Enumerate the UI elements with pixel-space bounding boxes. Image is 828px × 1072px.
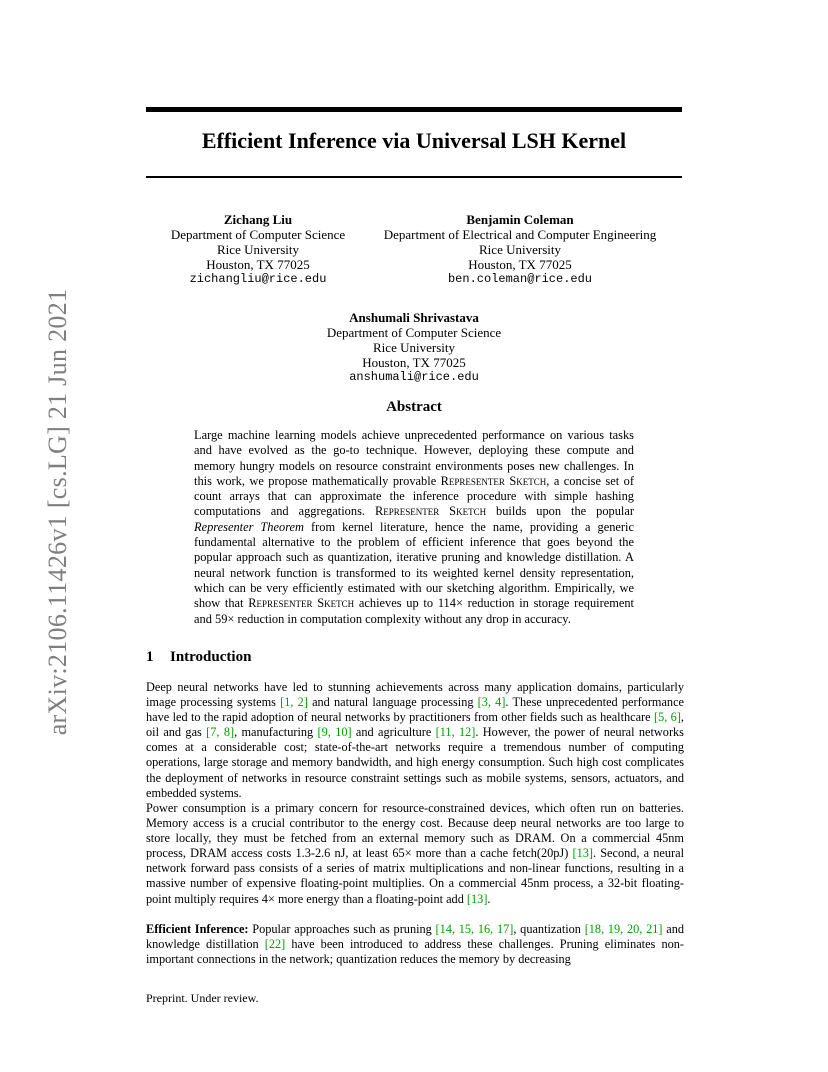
- author-email[interactable]: anshumali@rice.edu: [349, 370, 479, 384]
- citation-link[interactable]: [11, 12]: [435, 725, 476, 740]
- citation-link[interactable]: [14, 15, 16, 17]: [435, 922, 514, 936]
- paragraph-text-segment: . Second, a neural network forward pass consists of a series of matrix multiplications and non-linear functions, resulting in a massive number of expensive floating-point multiplies. On a commercial 45nm process, a 32-bit floating-point multiply requires: [146, 846, 684, 906]
- intro-paragraph-1: [146, 680, 684, 801]
- paragraph-text-segment: and agriculture: [351, 725, 436, 740]
- paragraph-text-segment: and knowledge distillation: [146, 922, 684, 952]
- footer-note: Preprint. Under review.: [146, 991, 259, 1005]
- author-name: Anshumali Shrivastava: [349, 310, 479, 325]
- author-city: Houston, TX 77025: [362, 355, 466, 370]
- paper-title: Efficient Inference via Universal LSH Kernel: [201, 128, 627, 153]
- theorem-name: Representer Theorem: [194, 519, 304, 534]
- citation-link[interactable]: [13]: [466, 891, 488, 906]
- author-institution: Rice University: [217, 242, 299, 257]
- math-value: 114×: [437, 596, 463, 611]
- paragraph-text-segment: have been introduced to address these challenges. Pruning eliminates non-important connections in the network; quantization reduces the memory by decreasing: [146, 937, 684, 967]
- method-name: Representer Sketch: [248, 596, 355, 611]
- abstract-text-segment: from kernel literature, hence the name, providing a generic fundamental alternative to the problem of efficient inference that goes beyond the popular approach such as quantization, iterative pruning and knowledge distillation. A neural network function is transformed to its weighted kernel density representation, which can be very efficiently estimated with our sketching algorithm. Empirically, we show that: [194, 519, 634, 611]
- paragraph-text-segment: , oil and gas: [146, 710, 684, 740]
- section-heading: [146, 649, 251, 666]
- paragraph-text-segment: . These unprecedented performance have led to the rapid adoption of neural networks by practitioners from other fields such as healthcare: [146, 695, 684, 725]
- abstract-text-segment: , a concise set of count arrays that can approximate the inference procedure with simple hashing computations and aggregations.: [194, 473, 634, 519]
- abstract-text-segment: reduction in computation complexity without any drop in accuracy.: [234, 611, 571, 626]
- citation-link[interactable]: [1, 2]: [280, 695, 308, 710]
- author-department: Department of Computer Science: [326, 325, 502, 340]
- author-city: Houston, TX 77025: [468, 257, 572, 272]
- paragraph-lead: Efficient Inference:: [146, 922, 249, 936]
- abstract-text: [194, 428, 634, 627]
- paragraph-text-segment: , quantization: [513, 922, 585, 936]
- author-name: Zichang Liu: [223, 212, 293, 227]
- citation-link[interactable]: [7, 8]: [206, 725, 235, 740]
- author-institution: Rice University: [373, 340, 455, 355]
- abstract-text-segment: builds upon the popular: [486, 504, 634, 519]
- arxiv-identifier: arXiv:2106.11426v1 [cs.LG] 21 Jun 2021: [43, 288, 72, 736]
- paragraph-text-segment: Deep neural networks have led to stunning achievements across many application domains, particularly image processing systems: [146, 680, 684, 710]
- section-number: 1: [146, 649, 154, 665]
- paragraph-text-segment: and natural language processing: [307, 695, 478, 710]
- author-department: Department of Computer Science: [170, 227, 346, 242]
- citation-link[interactable]: [22]: [264, 937, 286, 952]
- paragraph-text-segment: Power consumption is a primary concern for resource-constrained devices, which often run on batteries. Memory access is a crucial contributor to the energy cost. Because deep neural networks are too large to store locally, they must be fetched from an external memory such as DRAM. On a commercial 45nm process, DRAM access costs 1.3-2.6 nJ, at least: [146, 801, 684, 861]
- paragraph-text-segment: more energy than a floating-point add: [274, 891, 467, 906]
- math-value: 65×: [392, 846, 412, 861]
- author-name: Benjamin Coleman: [466, 212, 574, 227]
- author-block-1: [160, 212, 356, 287]
- citation-link[interactable]: [18, 19, 20, 21]: [584, 922, 663, 936]
- paragraph-text-segment: . However, the power of neural networks comes at a considerable cost; state-of-the-art networks require a tremendous number of computing operations, large storage and memory bandwidth, and high energy consumption. Such high cost complicates the deployment of networks in resource constraint settings such as mobile systems, sensors, actuators, and embedded systems.: [146, 725, 684, 800]
- author-block-2: [374, 212, 666, 287]
- paragraph-text-segment: Popular approaches such as pruning: [248, 922, 436, 936]
- intro-paragraph-2: [146, 801, 684, 907]
- author-city: Houston, TX 77025: [206, 257, 310, 272]
- paragraph-text-segment: more than a cache fetch(20pJ): [411, 846, 573, 861]
- abstract-text-segment: reduction in storage requirement and: [194, 596, 634, 626]
- paragraph-text-segment: , manufacturing: [234, 725, 318, 740]
- method-name: Representer Sketch: [374, 504, 487, 519]
- title-bottom-rule: [146, 176, 682, 178]
- method-name: Representer Sketch: [440, 473, 547, 488]
- paragraph-text-segment: .: [487, 891, 491, 906]
- math-value: 59×: [215, 611, 235, 626]
- citation-link[interactable]: [5, 6]: [653, 710, 681, 725]
- author-email[interactable]: zichangliu@rice.edu: [189, 272, 327, 286]
- section-title: Introduction: [170, 649, 252, 665]
- author-block-3: [294, 310, 534, 385]
- intro-paragraph-3: [146, 922, 684, 967]
- citation-link[interactable]: [13]: [572, 846, 593, 861]
- author-email[interactable]: ben.coleman@rice.edu: [447, 272, 593, 286]
- author-department: Department of Electrical and Computer Engineering: [383, 227, 657, 242]
- author-institution: Rice University: [479, 242, 561, 257]
- citation-link[interactable]: [9, 10]: [317, 725, 352, 740]
- abstract-text-segment: Large machine learning models achieve unprecedented performance on various tasks and have evolved as the go-to technique. However, deploying these compute and memory hungry models on resource constraint environments poses new challenges. In this work, we propose mathematically provable: [194, 428, 634, 488]
- citation-link[interactable]: [3, 4]: [477, 695, 506, 710]
- abstract-text-segment: achieves up to: [354, 596, 438, 611]
- abstract-heading: Abstract: [386, 399, 442, 415]
- math-value: 4×: [261, 891, 275, 906]
- title-top-rule: [146, 107, 682, 112]
